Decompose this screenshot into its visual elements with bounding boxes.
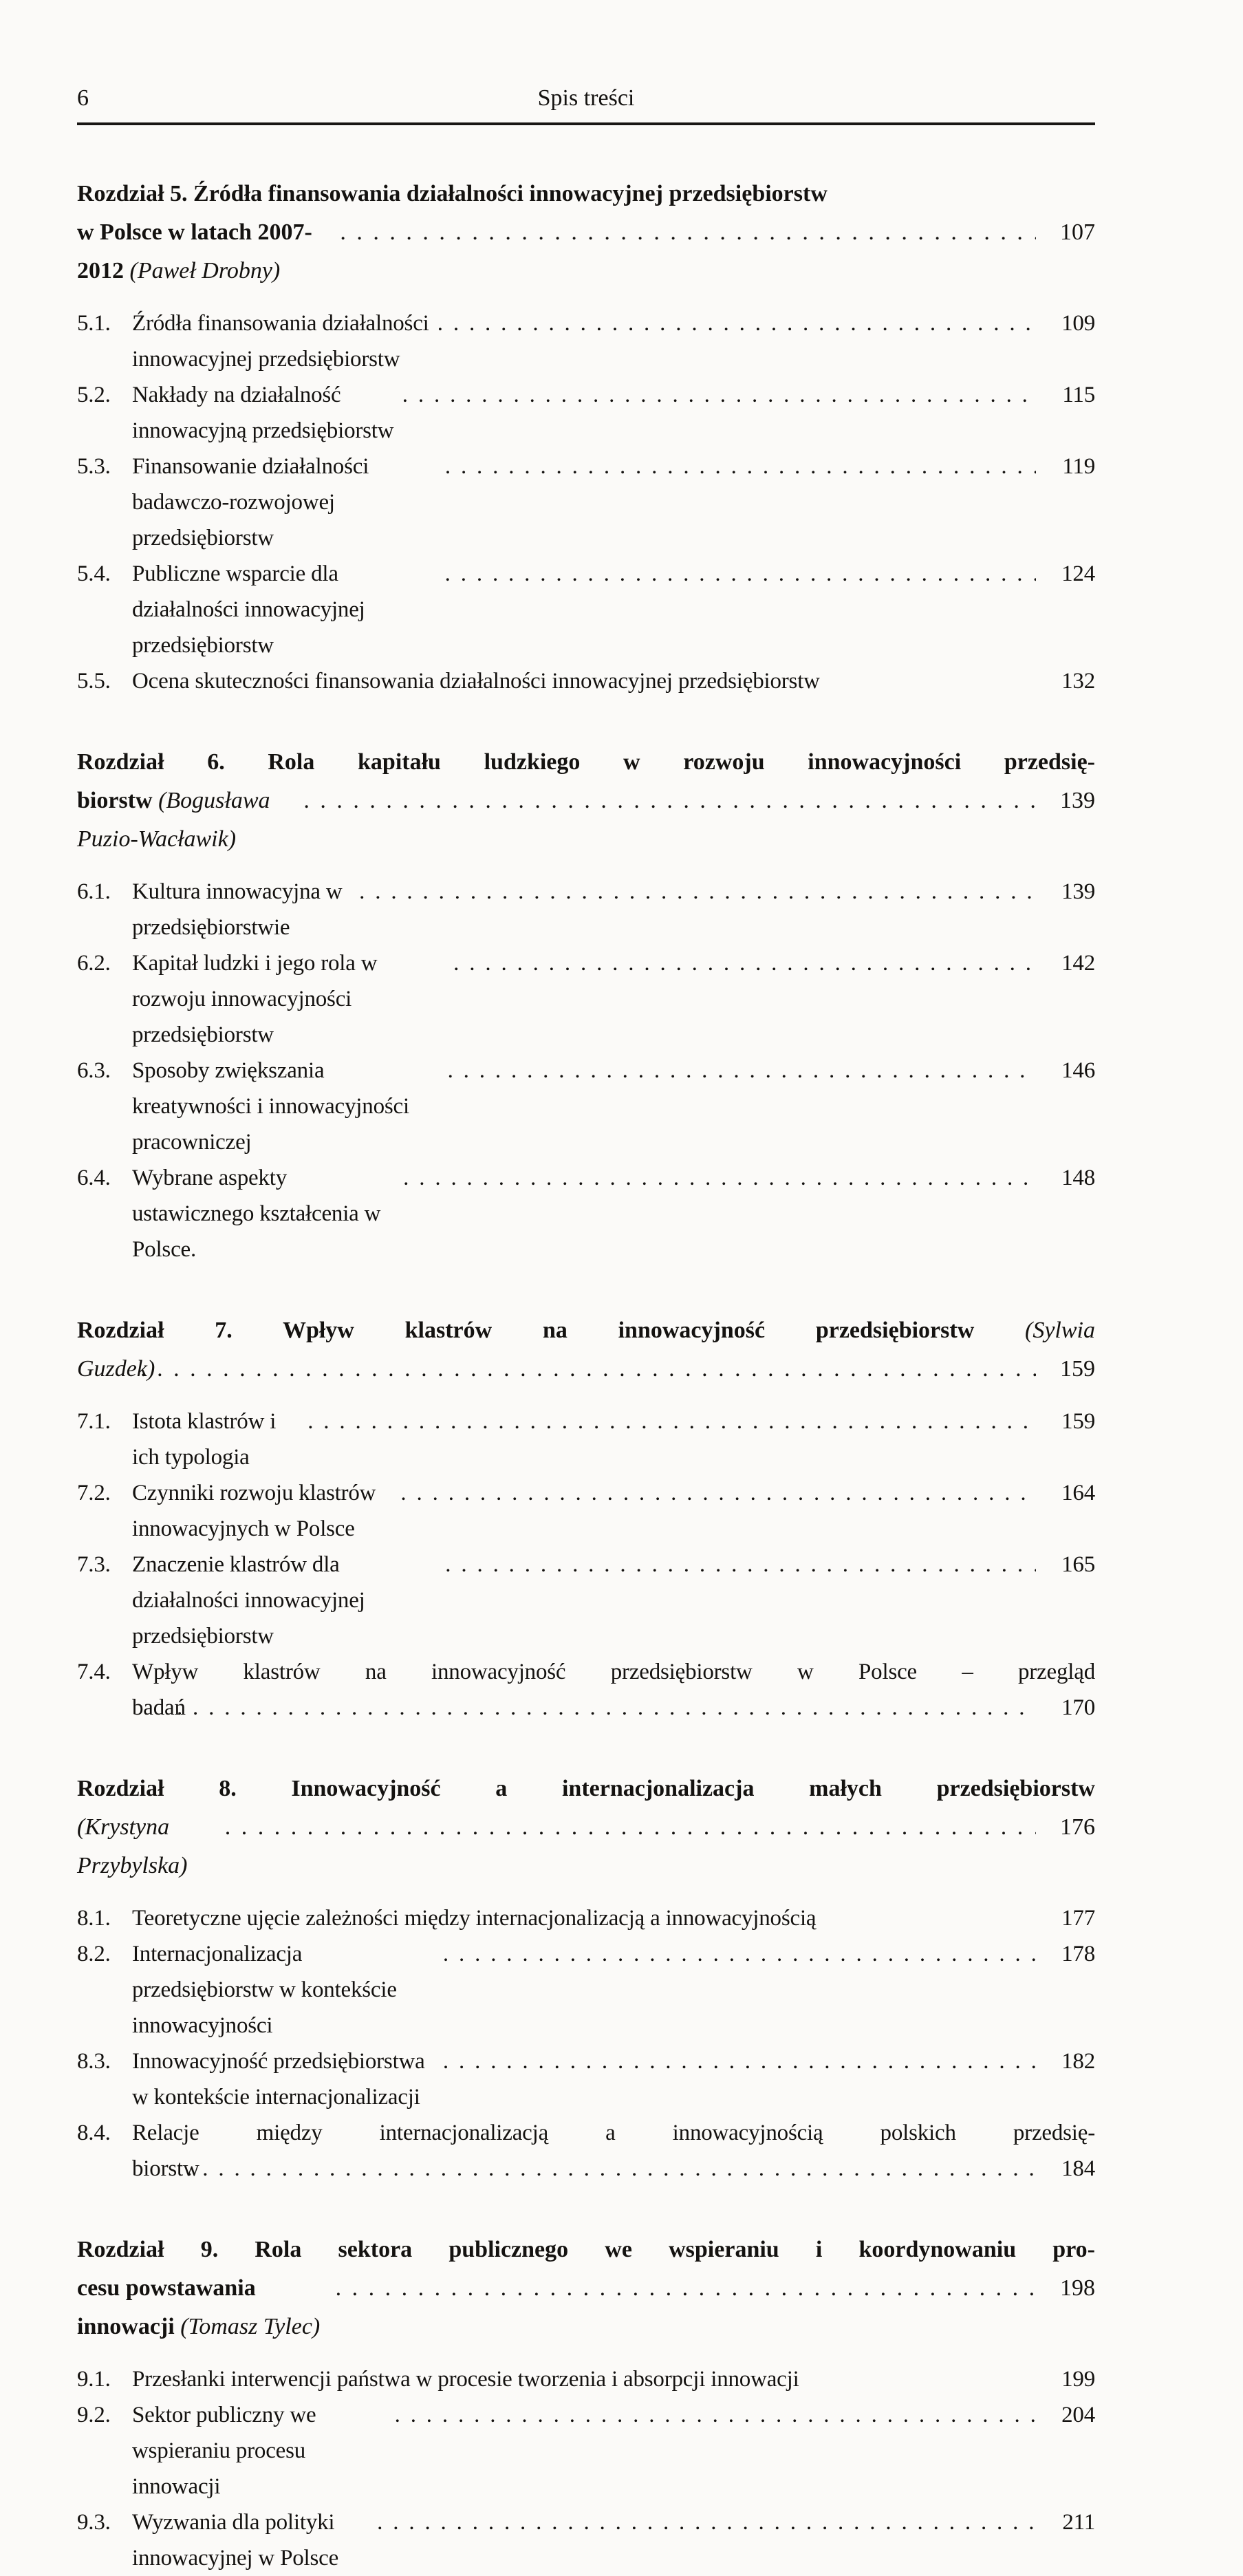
item-text xyxy=(132,449,441,556)
item-number: 7.2. xyxy=(77,1481,111,1505)
toc-item-line xyxy=(77,1690,1095,1726)
toc-item-line xyxy=(77,2361,1095,2397)
text-segment: Istota klastrów i ich typologia xyxy=(132,1409,277,1470)
page-reference: 132 xyxy=(1061,669,1095,694)
chapter-items xyxy=(77,1404,1095,1726)
item-text xyxy=(132,2504,373,2576)
item-text xyxy=(132,874,355,945)
toc-item-line xyxy=(77,377,1095,449)
chapter-heading-line xyxy=(77,782,1095,859)
item-text xyxy=(132,1475,396,1547)
page-reference: 119 xyxy=(1062,454,1095,479)
item-text xyxy=(132,1900,816,1936)
text-segment: Sposoby zwiększania kreatywności i innowacyjności pracowniczej xyxy=(132,1058,409,1155)
chapter-items xyxy=(77,874,1095,1267)
header-rule xyxy=(77,122,1095,125)
chapter-heading-line xyxy=(77,2269,1095,2346)
chapter-title-text xyxy=(77,2269,332,2346)
chapter-block-rozdzial-7 xyxy=(77,1311,1095,1726)
text-segment: biorstw xyxy=(77,788,159,813)
toc-item-line xyxy=(77,1475,1095,1547)
item-number: 8.4. xyxy=(77,2121,111,2145)
dot-leader xyxy=(340,213,1036,252)
page-reference: 146 xyxy=(1061,1058,1095,1083)
item-text xyxy=(132,2115,1095,2151)
item-number: 5.4. xyxy=(77,561,111,586)
item-text xyxy=(132,1654,1095,1690)
text-segment: Rozdział 7. Wpływ klastrów na innowacyjność przedsiębiorstw xyxy=(77,1318,1026,1343)
chapter-block-rozdzial-5 xyxy=(77,175,1095,699)
text-segment: Rozdział 9. Rola sektora publicznego we wspieraniu i koordynowaniu pro- xyxy=(77,2237,1095,2262)
item-text xyxy=(132,2043,439,2115)
text-segment: Znaczenie klastrów dla działalności innowacyjnej przedsiębiorstw xyxy=(132,1552,365,1649)
item-number: 7.4. xyxy=(77,1660,111,1684)
page-reference: 159 xyxy=(1060,1356,1095,1382)
chapter-heading-line xyxy=(77,1311,1095,1350)
text-segment: (Tomasz Tylec) xyxy=(180,2314,321,2339)
dot-leader xyxy=(140,1350,1036,1388)
item-text xyxy=(132,1547,441,1654)
toc-item-line xyxy=(77,874,1095,945)
dot-leader xyxy=(443,2043,1036,2079)
toc-item-line xyxy=(77,945,1095,1053)
text-segment: (Paweł Drobny) xyxy=(129,258,281,283)
chapter-title-text xyxy=(77,1350,155,1388)
chapter-title-text xyxy=(77,175,828,213)
page-reference: 124 xyxy=(1061,561,1095,586)
toc-item-line xyxy=(77,2504,1095,2576)
item-number: 6.4. xyxy=(77,1166,111,1190)
page-reference: 109 xyxy=(1061,311,1095,336)
dot-leader xyxy=(177,1690,1036,1726)
toc-item-line xyxy=(77,663,1095,699)
page-reference: 204 xyxy=(1061,2403,1095,2427)
page-reference: 177 xyxy=(1061,1906,1095,1931)
page-reference: 139 xyxy=(1061,879,1095,904)
folio-page-number: 6 xyxy=(77,85,89,111)
item-text xyxy=(132,945,449,1053)
text-segment: Przesłanki interwencji państwa w procesie tworzenia i absorpcji innowacji xyxy=(132,2367,799,2392)
chapter-heading-line xyxy=(77,175,1095,213)
chapter-title-text xyxy=(77,1770,1095,1808)
item-text xyxy=(132,2397,391,2504)
text-segment: Rozdział 8. Innowacyjność a internacjonalizacja małych przedsiębiorstw xyxy=(77,1776,1095,1801)
toc-item-line xyxy=(77,1900,1095,1936)
chapter-items xyxy=(77,2361,1095,2576)
dot-leader xyxy=(445,556,1036,592)
item-number: 7.3. xyxy=(77,1552,111,1577)
toc-item-line xyxy=(77,2151,1095,2187)
item-number: 8.2. xyxy=(77,1942,111,1966)
text-segment: Sektor publiczny we wspieraniu procesu innowacji xyxy=(132,2403,316,2499)
chapter-block-rozdzial-8 xyxy=(77,1770,1095,2187)
chapter-heading xyxy=(77,1311,1095,1388)
item-text xyxy=(132,1690,186,1726)
page-reference: 184 xyxy=(1061,2156,1095,2181)
dot-leader xyxy=(307,1404,1036,1439)
text-segment: badań xyxy=(132,1695,186,1720)
item-number: 7.1. xyxy=(77,1409,111,1434)
toc-item-line xyxy=(77,556,1095,663)
dot-leader xyxy=(448,1053,1036,1088)
text-segment: Wpływ klastrów na innowacyjność przedsiębiorstw w Polsce – przegląd xyxy=(132,1660,1095,1684)
chapter-items xyxy=(77,1900,1095,2187)
text-segment: Internacjonalizacja przedsiębiorstw w kontekście innowacyjności xyxy=(132,1942,397,2038)
toc-item-line xyxy=(77,1160,1095,1267)
text-segment: Kultura innowacyjna w przedsiębiorstwie xyxy=(132,879,343,940)
text-segment: w Polsce w latach 2007-2012 xyxy=(77,219,312,283)
dot-leader xyxy=(445,1547,1036,1582)
toc-item-line xyxy=(77,1936,1095,2043)
text-segment: Teoretyczne ujęcie zależności między internacjonalizacją a innowacyjnością xyxy=(132,1906,817,1931)
chapter-items xyxy=(77,305,1095,699)
chapter-heading xyxy=(77,175,1095,290)
dot-leader xyxy=(403,1160,1036,1196)
page-reference: 170 xyxy=(1061,1695,1095,1720)
item-number: 8.3. xyxy=(77,2049,111,2074)
page-reference: 148 xyxy=(1061,1166,1095,1190)
chapter-title-text xyxy=(77,782,299,859)
item-number: 5.1. xyxy=(77,311,111,336)
toc-item-line xyxy=(77,2115,1095,2151)
item-text xyxy=(132,1936,439,2043)
text-segment: Kapitał ludzki i jego rola w rozwoju innowacyjności przedsiębiorstw xyxy=(132,951,378,1047)
text-segment: Nakłady na działalność innowacyjną przedsiębiorstw xyxy=(132,383,394,443)
item-text xyxy=(132,1053,444,1160)
item-text xyxy=(132,2361,799,2397)
page-reference: 211 xyxy=(1062,2510,1095,2535)
chapter-title-text xyxy=(77,743,1095,782)
text-segment: Publiczne wsparcie dla działalności innowacyjnej przedsiębiorstw xyxy=(132,561,365,658)
page-reference: 139 xyxy=(1060,788,1095,813)
dot-leader xyxy=(437,305,1036,341)
page-reference: 182 xyxy=(1061,2049,1095,2074)
dot-leader xyxy=(225,1808,1036,1847)
page-reference: 176 xyxy=(1060,1814,1095,1840)
item-text xyxy=(132,377,398,449)
item-text xyxy=(132,305,433,377)
item-text xyxy=(132,1160,399,1267)
text-segment: Wybrane aspekty ustawicznego kształcenia w Polsce. xyxy=(132,1166,381,1262)
chapter-heading-line xyxy=(77,213,1095,290)
running-head xyxy=(77,81,1095,116)
chapter-heading xyxy=(77,1770,1095,1885)
item-text xyxy=(132,1404,303,1475)
chapter-heading xyxy=(77,2231,1095,2346)
item-number: 6.1. xyxy=(77,879,111,904)
page-reference: 164 xyxy=(1061,1481,1095,1505)
page-reference: 165 xyxy=(1061,1552,1095,1577)
text-segment: Czynniki rozwoju klastrów innowacyjnych w Polsce xyxy=(132,1481,376,1541)
toc xyxy=(77,175,1095,2576)
chapter-title-text xyxy=(77,1808,221,1885)
item-number: 5.3. xyxy=(77,454,111,479)
item-number: 5.5. xyxy=(77,669,111,694)
toc-item-line xyxy=(77,2043,1095,2115)
dot-leader xyxy=(453,945,1036,981)
page-reference: 115 xyxy=(1062,383,1095,407)
text-segment: cesu powstawania innowacji xyxy=(77,2275,256,2339)
dot-leader xyxy=(359,874,1036,910)
text-segment: Innowacyjność przedsiębiorstwa w kontekście internacjonalizacji xyxy=(132,2049,425,2110)
text-segment: Rozdział 6. Rola kapitału ludzkiego w rozwoju innowacyjności przedsię- xyxy=(77,749,1095,775)
text-segment: Relacje między internacjonalizacją a innowacyjnością polskich przedsię- xyxy=(132,2121,1095,2145)
text-segment: Źródła finansowania działalności innowacyjnej przedsiębiorstw xyxy=(132,311,429,372)
chapter-heading-line xyxy=(77,1770,1095,1808)
chapter-block-rozdzial-9 xyxy=(77,2231,1095,2576)
page-reference: 178 xyxy=(1061,1942,1095,1966)
chapter-heading-line xyxy=(77,1808,1095,1885)
page-reference: 198 xyxy=(1060,2275,1095,2301)
dot-leader xyxy=(377,2504,1036,2540)
text-segment: Ocena skuteczności finansowania działalności innowacyjnej przedsiębiorstw xyxy=(132,669,820,694)
item-number: 9.1. xyxy=(77,2367,111,2392)
chapter-block-rozdzial-6 xyxy=(77,743,1095,1267)
toc-item-line xyxy=(77,449,1095,556)
item-number: 9.2. xyxy=(77,2403,111,2427)
chapter-heading-line xyxy=(77,743,1095,782)
item-text xyxy=(132,663,820,699)
item-number: 6.3. xyxy=(77,1058,111,1083)
chapter-title-text xyxy=(77,2231,1095,2269)
toc-item-line xyxy=(77,1654,1095,1690)
item-text xyxy=(132,556,441,663)
chapter-title-text xyxy=(77,1311,1095,1350)
running-head-title: Spis treści xyxy=(537,85,635,111)
chapter-heading-line xyxy=(77,1350,1095,1388)
dot-leader xyxy=(303,782,1036,820)
dot-leader xyxy=(443,1936,1036,1972)
text-segment: Rozdział 5. Źródła finansowania działalności innowacyjnej przedsiębiorstw xyxy=(77,181,828,206)
text-segment: biorstw xyxy=(132,2156,199,2181)
toc-item-line xyxy=(77,2397,1095,2504)
chapter-heading-line xyxy=(77,2231,1095,2269)
text-segment: Finansowanie działalności badawczo-rozwojowej przedsiębiorstw xyxy=(132,454,369,550)
text-segment: Wyzwania dla polityki innowacyjnej w Polsce xyxy=(132,2510,339,2570)
page-reference: 159 xyxy=(1061,1409,1095,1434)
page-reference: 199 xyxy=(1061,2367,1095,2392)
dot-leader xyxy=(186,2151,1036,2187)
dot-leader xyxy=(445,449,1036,484)
toc-item-line xyxy=(77,1404,1095,1475)
item-text xyxy=(132,2151,199,2187)
item-number: 8.1. xyxy=(77,1906,111,1931)
item-number: 5.2. xyxy=(77,383,111,407)
item-number: 9.3. xyxy=(77,2510,111,2535)
page-reference: 142 xyxy=(1061,951,1095,976)
text-segment: (Sylwia xyxy=(1025,1318,1095,1343)
dot-leader xyxy=(402,377,1036,413)
toc-item-line xyxy=(77,1547,1095,1654)
item-number: 6.2. xyxy=(77,951,111,976)
chapter-heading xyxy=(77,743,1095,859)
dot-leader xyxy=(400,1475,1036,1511)
page-reference: 107 xyxy=(1060,219,1095,245)
text-segment: (Krystyna Przybylska) xyxy=(77,1814,188,1878)
toc-item-line xyxy=(77,305,1095,377)
chapter-title-text xyxy=(77,213,336,290)
text-segment: Guzdek) xyxy=(77,1356,155,1382)
toc-item-line xyxy=(77,1053,1095,1160)
text-segment: (Bogusława Puzio-Wacławik) xyxy=(77,788,270,852)
dot-leader xyxy=(395,2397,1036,2433)
dot-leader xyxy=(336,2269,1036,2308)
